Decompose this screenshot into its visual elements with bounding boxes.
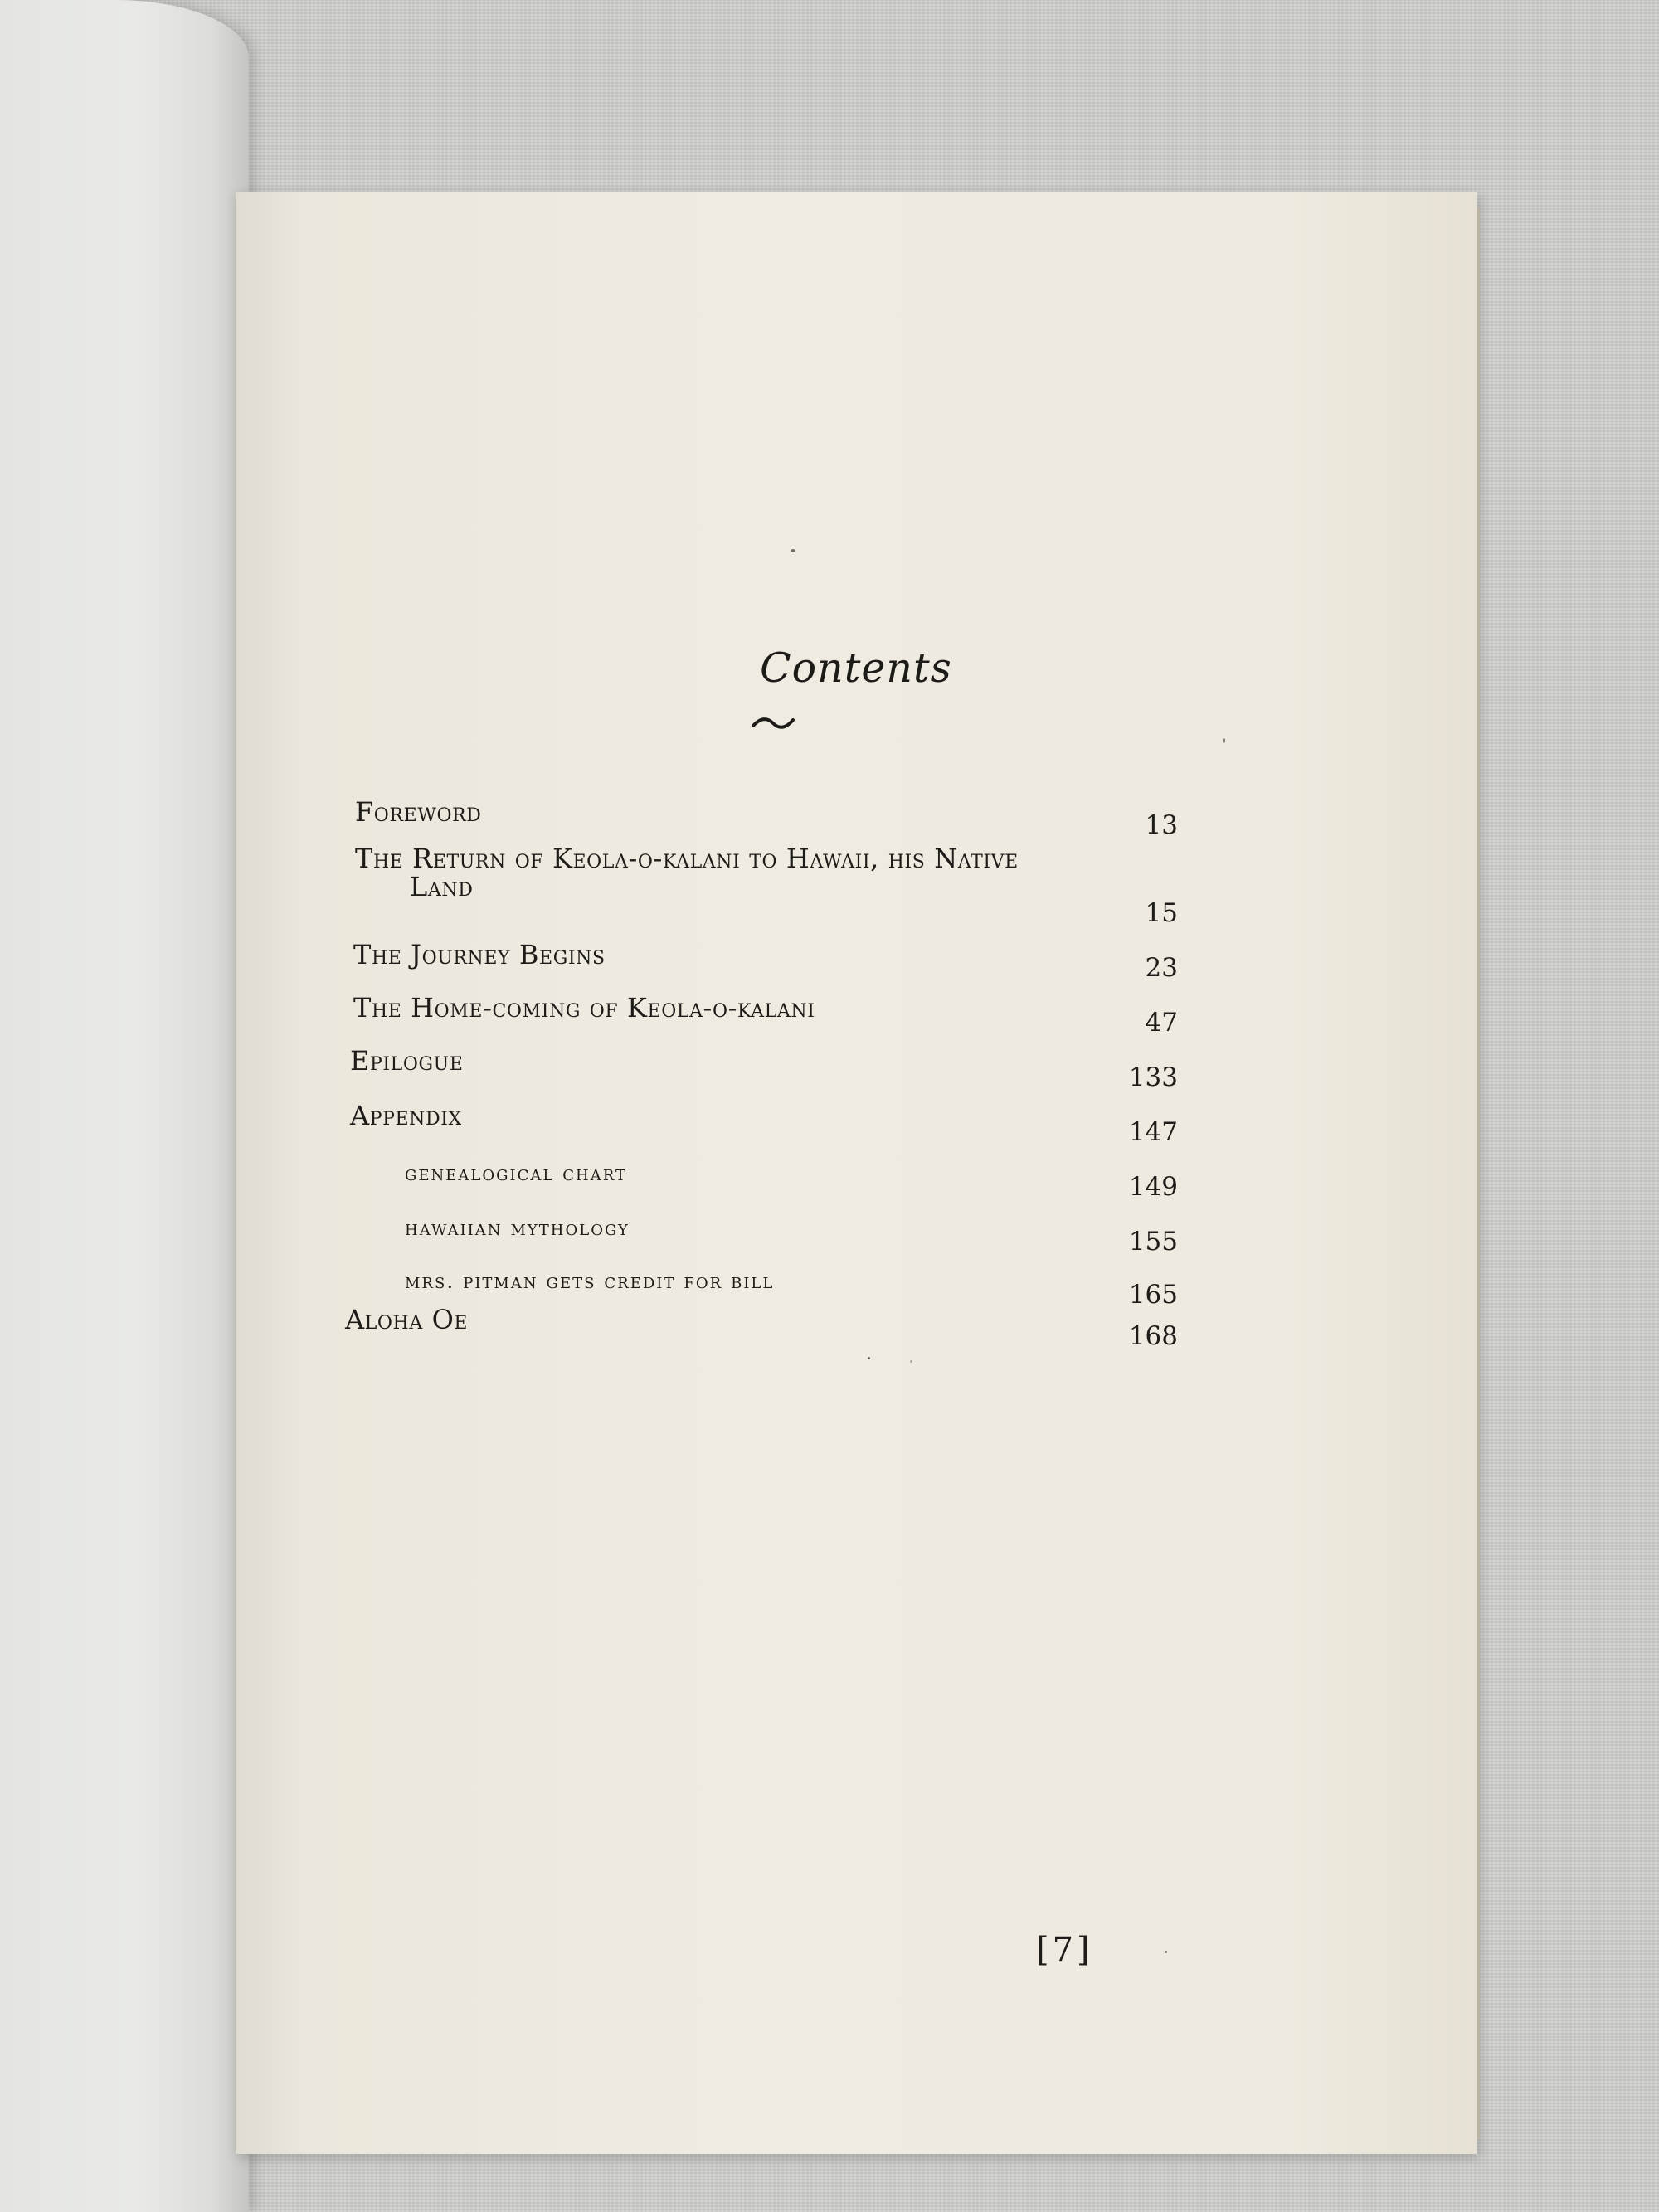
contents-title: Contents	[760, 644, 952, 692]
right-page	[236, 192, 1477, 2154]
toc-entry-page: 47	[1145, 1008, 1178, 1038]
toc-entry-title-text: The Return of Keola-o-kalani to Hawaii, his Native	[355, 843, 1019, 874]
toc-entry-title	[405, 1267, 774, 1296]
toc-entry-title	[405, 1214, 630, 1242]
toc-entry-title-text: hawaiian mythology	[405, 1216, 630, 1240]
toc-entry-page: 147	[1128, 1117, 1178, 1147]
page-number: [7]	[1036, 1931, 1093, 1969]
toc-entry-page: 155	[1128, 1227, 1178, 1257]
table-of-contents	[236, 192, 1477, 2154]
toc-entry-page: 133	[1128, 1062, 1178, 1092]
toc-entry-title	[353, 994, 815, 1022]
toc-entry-title-text: The Home-coming of Keola-o-kalani	[353, 992, 815, 1023]
toc-entry-title	[355, 844, 1019, 901]
toc-entry-title-text: The Journey Begins	[353, 939, 606, 970]
toc-entry-title-text: Appendix	[350, 1100, 462, 1131]
toc-entry-title-text: Foreword	[355, 796, 482, 828]
left-page	[0, 0, 249, 2212]
toc-entry-title-text: mrs. pitman gets credit for bill	[405, 1269, 775, 1293]
toc-entry-title	[405, 1159, 627, 1188]
toc-entry-title	[353, 941, 606, 969]
toc-entry-page: 23	[1145, 953, 1178, 983]
toc-entry-page: 15	[1145, 898, 1178, 928]
toc-entry-title-text: Epilogue	[350, 1045, 464, 1077]
toc-entry-page: 168	[1128, 1321, 1178, 1351]
toc-entry-title	[350, 1101, 462, 1130]
toc-entry-page: 13	[1145, 810, 1178, 840]
toc-entry-title-text: Aloha Oe	[345, 1304, 469, 1335]
toc-entry-title	[350, 1047, 463, 1075]
toc-entry-title	[355, 798, 482, 826]
toc-entry-page: 165	[1128, 1280, 1178, 1310]
toc-entry-page: 149	[1128, 1172, 1178, 1202]
toc-entry-title-continuation: Land	[410, 871, 474, 902]
toc-entry-title-text: genealogical chart	[405, 1161, 627, 1185]
toc-entry-title	[345, 1305, 468, 1334]
